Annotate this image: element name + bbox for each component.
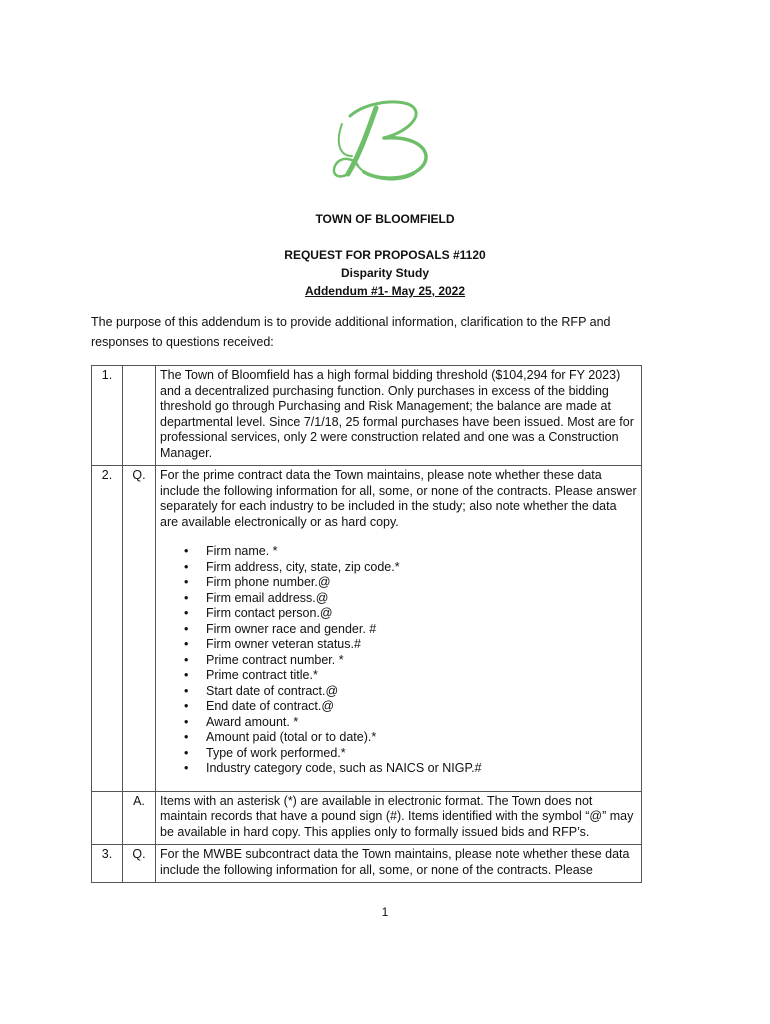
row-label: A. <box>123 791 156 845</box>
row-number: 1. <box>92 366 123 466</box>
logo-letter-b <box>334 102 426 180</box>
row-number: 3. <box>92 845 123 883</box>
list-item: • Firm phone number.@ <box>206 575 637 591</box>
page-number: 1 <box>381 905 389 919</box>
list-item: • Firm email address.@ <box>206 591 637 607</box>
row-number <box>92 791 123 845</box>
rfp-title: REQUEST FOR PROPOSALS #1120 <box>284 248 486 262</box>
row-text: The Town of Bloomfield has a high formal bidding threshold ($104,294 for FY 2023) and a decentralized purchasing function. Only purchases in excess of the bidding threshold go through Purchasing and Risk Management; the balance are made at departmental level. Since 7/1/18, 25 formal purchases have been issued. Most are for professional services, only 2 were construction related and one was a Construction Manager. <box>156 366 642 466</box>
list-item: • Type of work performed.* <box>206 746 637 762</box>
list-item: • Amount paid (total or to date).* <box>206 730 637 746</box>
list-item: • Firm address, city, state, zip code.* <box>206 560 637 576</box>
list-item: • Industry category code, such as NAICS or NIGP.# <box>206 761 637 777</box>
row-label: Q. <box>123 845 156 883</box>
town-logo <box>328 94 440 186</box>
row-text: For the prime contract data the Town maintains, please note whether these data include the following information for all, some, or none of the contracts. Please answer separately for each industry to be included in the study; also note whether the data are available electronically or as hard copy. <box>160 468 637 529</box>
row-label <box>123 366 156 466</box>
list-item: • Prime contract number. * <box>206 653 637 669</box>
addendum-title: Addendum #1- May 25, 2022 <box>304 284 466 298</box>
list-item: • Prime contract title.* <box>206 668 637 684</box>
town-name: TOWN OF BLOOMFIELD <box>315 212 455 226</box>
list-item: • Firm name. * <box>206 544 637 560</box>
table-row <box>92 366 642 466</box>
table-row <box>92 466 642 792</box>
list-item: • Firm contact person.@ <box>206 606 637 622</box>
list-item: • End date of contract.@ <box>206 699 637 715</box>
table-row <box>92 845 642 883</box>
table-row <box>92 791 642 845</box>
row-label: Q. <box>123 466 156 792</box>
list-item: • Firm owner race and gender. # <box>206 622 637 638</box>
qa-table <box>91 365 642 883</box>
list-item: • Firm owner veteran status.# <box>206 637 637 653</box>
row-number: 2. <box>92 466 123 792</box>
intro-paragraph: The purpose of this addendum is to provide additional information, clarification to the RFP and responses to questions received: <box>91 315 611 349</box>
row-text: Items with an asterisk (*) are available in electronic format. The Town does not maintain records that have a pound sign (#). Items identified with the symbol “@” may be available in hard copy. This applies only to formally issued bids and RFP’s. <box>156 791 642 845</box>
study-title: Disparity Study <box>340 266 430 280</box>
data-field-list <box>160 544 637 777</box>
row-text: For the MWBE subcontract data the Town maintains, please note whether these data include the following information for all, some, or none of the contracts. Please <box>156 845 642 883</box>
list-item: • Award amount. * <box>206 715 637 731</box>
row-cell <box>156 466 642 792</box>
list-item: • Start date of contract.@ <box>206 684 637 700</box>
